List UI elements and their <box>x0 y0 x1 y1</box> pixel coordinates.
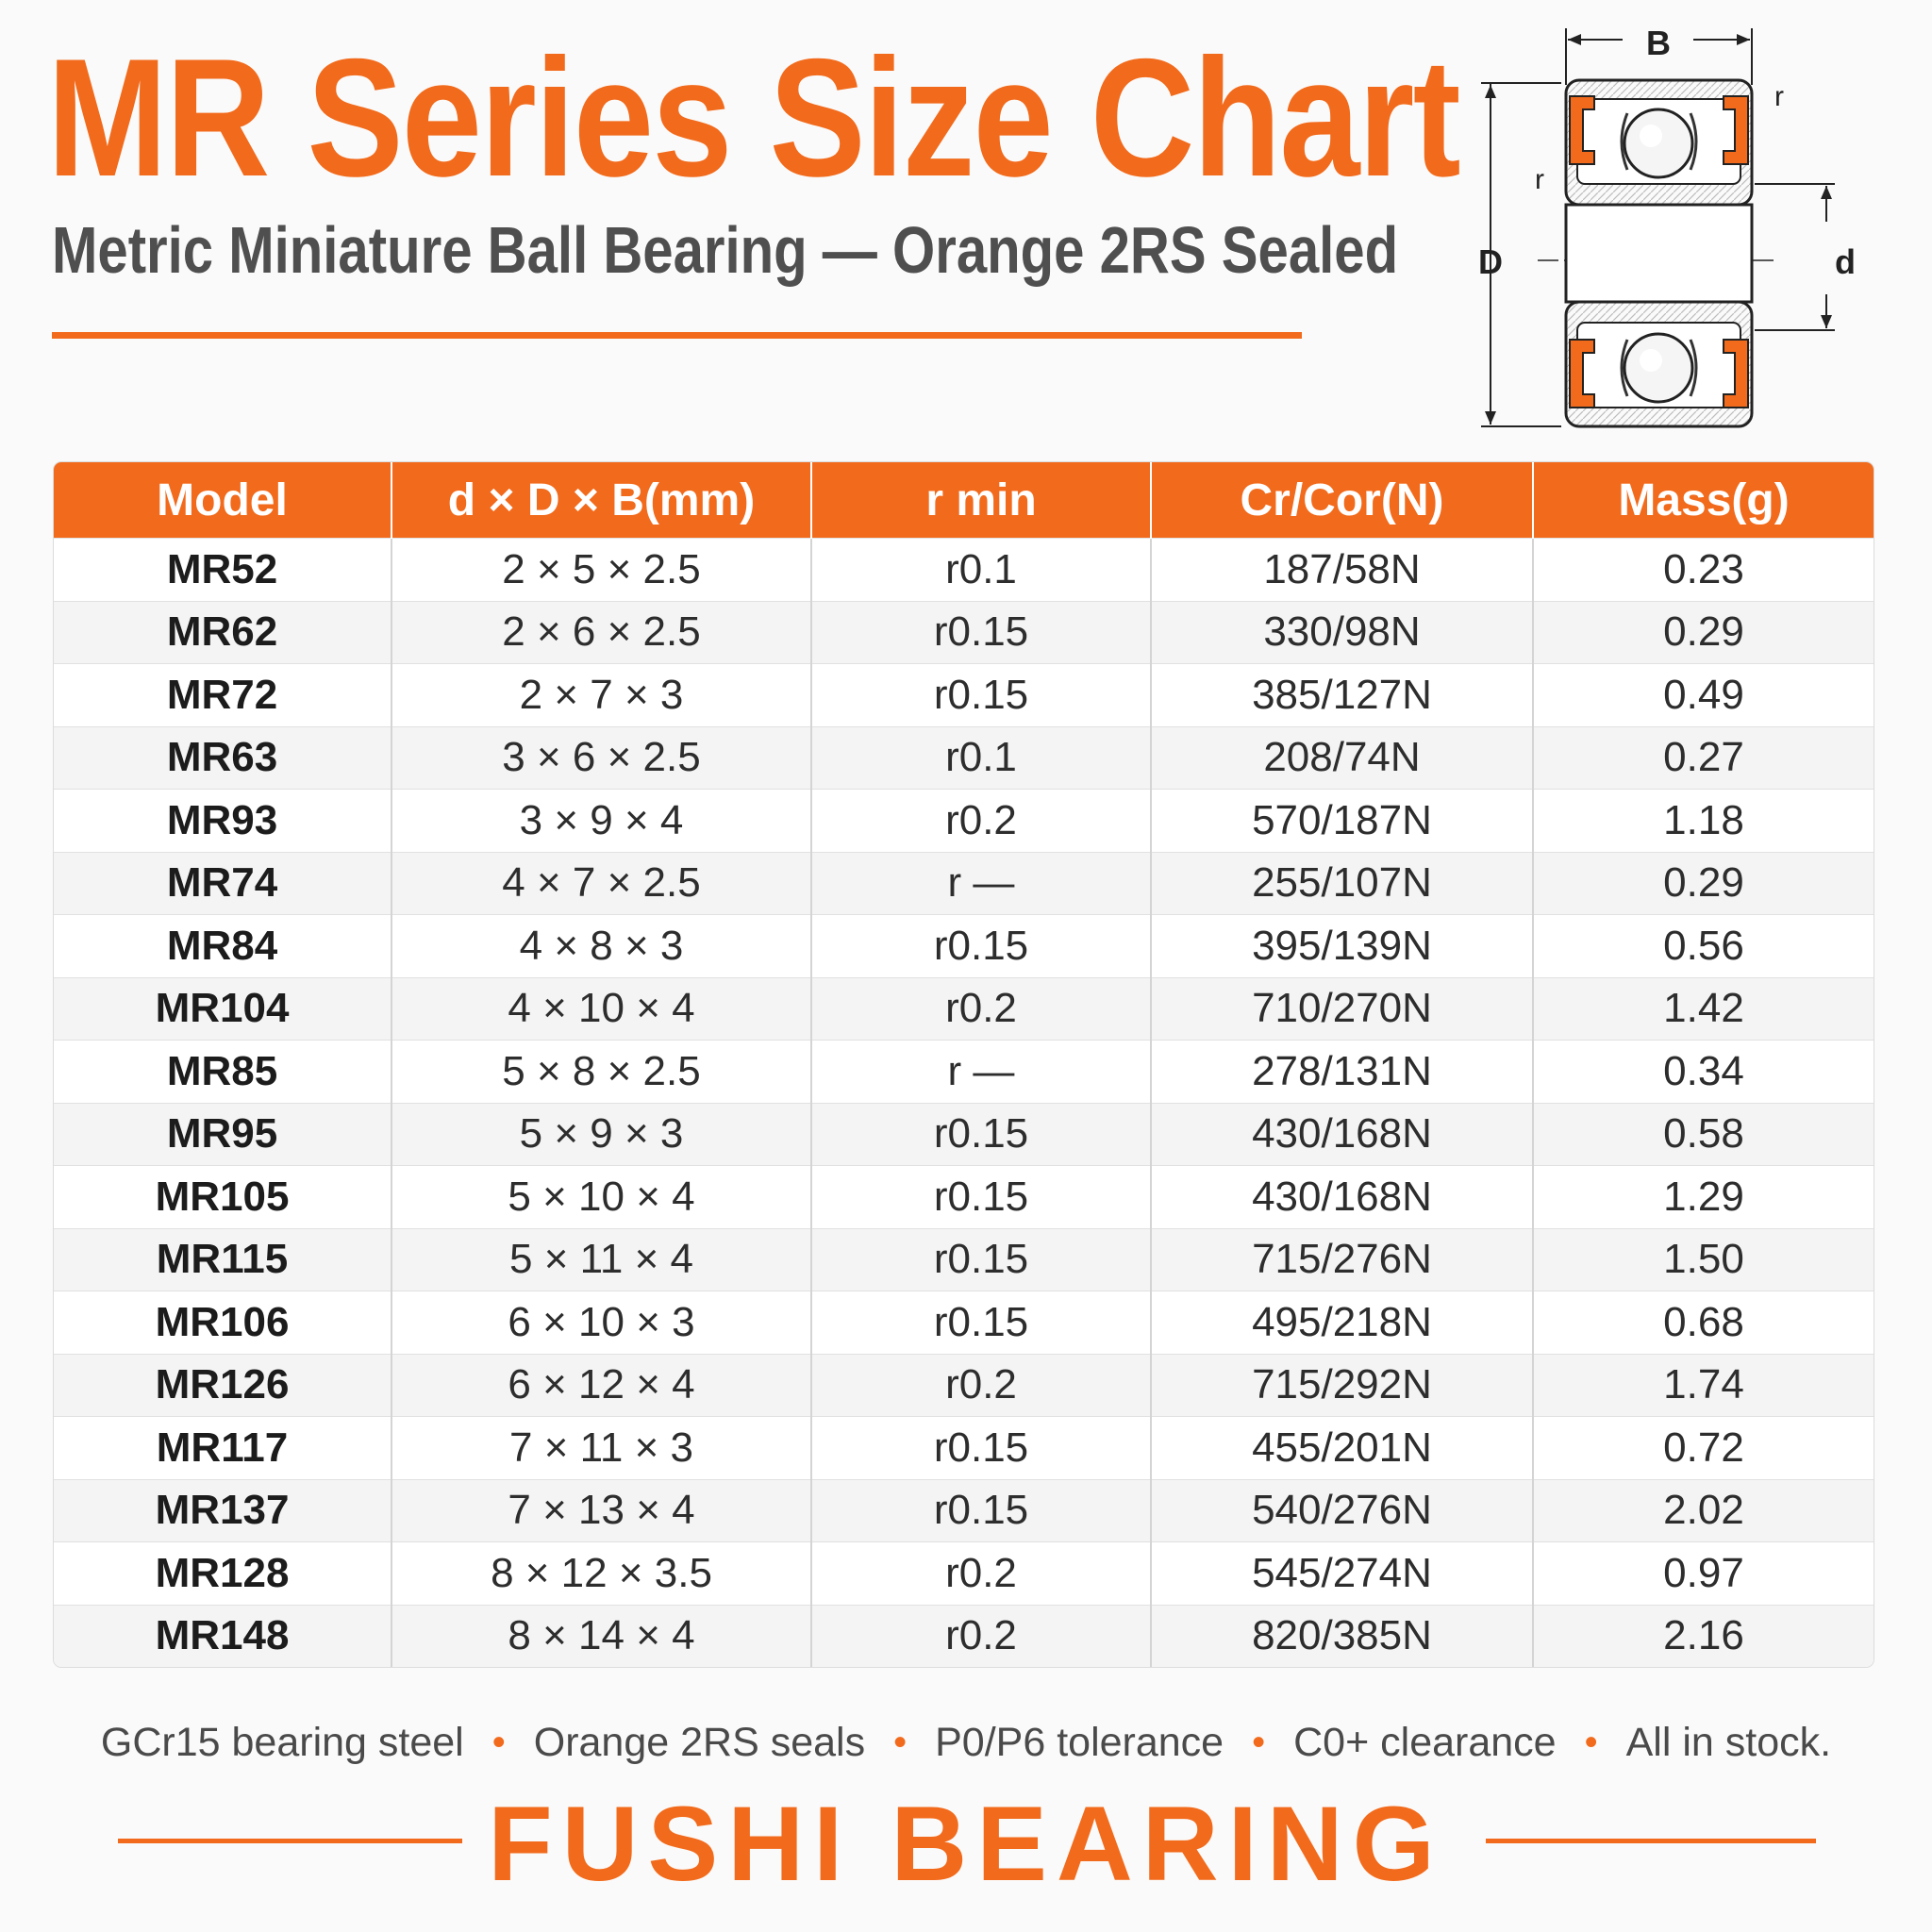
table-row <box>54 852 1874 915</box>
feature-item: P0/P6 tolerance <box>935 1719 1224 1765</box>
cell-model: MR117 <box>54 1417 391 1480</box>
table-row <box>54 539 1874 602</box>
label-r-top: r <box>1774 81 1784 112</box>
cell-mass: 0.68 <box>1533 1291 1874 1355</box>
cell-load-rating: 430/168N <box>1151 1166 1533 1229</box>
cell-r-min: r — <box>811 852 1151 915</box>
label-D: D <box>1478 242 1503 281</box>
cell-r-min: r — <box>811 1041 1151 1104</box>
cell-dimensions: 6 × 10 × 3 <box>391 1291 811 1355</box>
table-row <box>54 664 1874 727</box>
cell-r-min: r0.1 <box>811 539 1151 602</box>
cell-load-rating: 395/139N <box>1151 915 1533 978</box>
label-r-side: r <box>1535 164 1544 195</box>
cell-mass: 2.16 <box>1533 1605 1874 1667</box>
cell-dimensions: 8 × 14 × 4 <box>391 1605 811 1667</box>
cell-r-min: r0.15 <box>811 915 1151 978</box>
cell-r-min: r0.2 <box>811 790 1151 853</box>
cell-load-rating: 255/107N <box>1151 852 1533 915</box>
table-header-row <box>54 462 1874 539</box>
cell-model: MR106 <box>54 1291 391 1355</box>
cell-model: MR63 <box>54 726 391 790</box>
cell-r-min: r0.15 <box>811 1166 1151 1229</box>
cell-dimensions: 6 × 12 × 4 <box>391 1354 811 1417</box>
page-title: MR Series Size Chart <box>47 24 1459 211</box>
cell-dimensions: 7 × 13 × 4 <box>391 1479 811 1542</box>
cell-load-rating: 570/187N <box>1151 790 1533 853</box>
cell-dimensions: 3 × 6 × 2.5 <box>391 726 811 790</box>
cell-model: MR93 <box>54 790 391 853</box>
cell-dimensions: 2 × 7 × 3 <box>391 664 811 727</box>
cell-mass: 0.34 <box>1533 1041 1874 1104</box>
feature-item: Orange 2RS seals <box>533 1719 866 1765</box>
cell-mass: 1.74 <box>1533 1354 1874 1417</box>
cell-r-min: r0.15 <box>811 601 1151 664</box>
cell-load-rating: 715/292N <box>1151 1354 1533 1417</box>
feature-item: GCr15 bearing steel <box>100 1719 464 1765</box>
cell-load-rating: 545/274N <box>1151 1542 1533 1606</box>
table-row <box>54 1354 1874 1417</box>
cell-mass: 1.29 <box>1533 1166 1874 1229</box>
cell-dimensions: 8 × 12 × 3.5 <box>391 1542 811 1606</box>
cell-load-rating: 330/98N <box>1151 601 1533 664</box>
header-model: Model <box>54 462 391 539</box>
cell-model: MR95 <box>54 1103 391 1166</box>
cell-load-rating: 715/276N <box>1151 1228 1533 1291</box>
cell-mass: 0.56 <box>1533 915 1874 978</box>
table-row <box>54 1417 1874 1480</box>
bearing-bore <box>1566 205 1752 302</box>
cell-model: MR148 <box>54 1605 391 1667</box>
table-row <box>54 1542 1874 1606</box>
cell-load-rating: 385/127N <box>1151 664 1533 727</box>
cell-mass: 0.58 <box>1533 1103 1874 1166</box>
label-B: B <box>1646 24 1671 62</box>
cell-mass: 0.29 <box>1533 852 1874 915</box>
table-row <box>54 915 1874 978</box>
cell-load-rating: 820/385N <box>1151 1605 1533 1667</box>
header-load-rating: Cr/Cor(N) <box>1151 462 1533 539</box>
brand-divider-right <box>1486 1839 1816 1843</box>
cell-r-min: r0.15 <box>811 664 1151 727</box>
table-body <box>54 539 1874 1668</box>
feature-item: C0+ clearance <box>1293 1719 1557 1765</box>
cell-mass: 0.72 <box>1533 1417 1874 1480</box>
table-row <box>54 790 1874 853</box>
brand-name: FUSHI BEARING <box>488 1785 1444 1903</box>
cell-model: MR105 <box>54 1166 391 1229</box>
table-row <box>54 1291 1874 1355</box>
cell-mass: 0.27 <box>1533 726 1874 790</box>
page-subtitle: Metric Miniature Ball Bearing — Orange 2RS Sealed <box>52 213 1399 287</box>
cell-load-rating: 455/201N <box>1151 1417 1533 1480</box>
bullet-dot-icon: • <box>1584 1721 1598 1763</box>
table-row <box>54 601 1874 664</box>
cell-model: MR72 <box>54 664 391 727</box>
cell-model: MR115 <box>54 1228 391 1291</box>
cell-dimensions: 3 × 9 × 4 <box>391 790 811 853</box>
cell-model: MR52 <box>54 539 391 602</box>
cell-mass: 0.23 <box>1533 539 1874 602</box>
table-row <box>54 1605 1874 1667</box>
table-row <box>54 1479 1874 1542</box>
header-r-min: r min <box>811 462 1151 539</box>
cell-dimensions: 5 × 11 × 4 <box>391 1228 811 1291</box>
bearing-lower-half <box>1566 302 1752 426</box>
cell-load-rating: 495/218N <box>1151 1291 1533 1355</box>
bullet-dot-icon: • <box>491 1721 506 1763</box>
cell-model: MR74 <box>54 852 391 915</box>
cell-mass: 0.49 <box>1533 664 1874 727</box>
table-row <box>54 1166 1874 1229</box>
cell-r-min: r0.15 <box>811 1479 1151 1542</box>
cell-model: MR104 <box>54 977 391 1041</box>
cell-load-rating: 278/131N <box>1151 1041 1533 1104</box>
title-divider <box>52 332 1302 339</box>
cell-mass: 1.42 <box>1533 977 1874 1041</box>
cell-dimensions: 5 × 9 × 3 <box>391 1103 811 1166</box>
cell-r-min: r0.15 <box>811 1417 1151 1480</box>
cell-r-min: r0.1 <box>811 726 1151 790</box>
cell-model: MR126 <box>54 1354 391 1417</box>
table-row <box>54 1228 1874 1291</box>
cell-dimensions: 2 × 6 × 2.5 <box>391 601 811 664</box>
feature-item: All in stock. <box>1625 1719 1832 1765</box>
cell-model: MR128 <box>54 1542 391 1606</box>
cell-r-min: r0.15 <box>811 1228 1151 1291</box>
cell-load-rating: 187/58N <box>1151 539 1533 602</box>
cell-dimensions: 4 × 8 × 3 <box>391 915 811 978</box>
cell-mass: 2.02 <box>1533 1479 1874 1542</box>
cell-mass: 0.29 <box>1533 601 1874 664</box>
header-dimensions: d × D × B(mm) <box>391 462 811 539</box>
cell-r-min: r0.2 <box>811 1542 1151 1606</box>
cell-dimensions: 5 × 10 × 4 <box>391 1166 811 1229</box>
cell-dimensions: 4 × 7 × 2.5 <box>391 852 811 915</box>
cell-model: MR84 <box>54 915 391 978</box>
cell-r-min: r0.2 <box>811 1605 1151 1667</box>
table-row <box>54 726 1874 790</box>
cell-mass: 0.97 <box>1533 1542 1874 1606</box>
header-mass: Mass(g) <box>1533 462 1874 539</box>
cell-mass: 1.18 <box>1533 790 1874 853</box>
cell-model: MR85 <box>54 1041 391 1104</box>
cell-dimensions: 5 × 8 × 2.5 <box>391 1041 811 1104</box>
cell-load-rating: 430/168N <box>1151 1103 1533 1166</box>
cell-r-min: r0.2 <box>811 977 1151 1041</box>
feature-list <box>0 1709 1932 1775</box>
size-chart-table <box>54 462 1874 1667</box>
cell-load-rating: 710/270N <box>1151 977 1533 1041</box>
cell-dimensions: 2 × 5 × 2.5 <box>391 539 811 602</box>
cell-r-min: r0.15 <box>811 1291 1151 1355</box>
cell-load-rating: 540/276N <box>1151 1479 1533 1542</box>
cell-r-min: r0.2 <box>811 1354 1151 1417</box>
bearing-upper-half <box>1566 80 1752 205</box>
cell-load-rating: 208/74N <box>1151 726 1533 790</box>
bullet-dot-icon: • <box>1252 1721 1266 1763</box>
table-row <box>54 1041 1874 1104</box>
cell-model: MR62 <box>54 601 391 664</box>
label-d: d <box>1835 242 1856 281</box>
bearing-cross-section-diagram <box>1462 19 1877 443</box>
cell-dimensions: 4 × 10 × 4 <box>391 977 811 1041</box>
table-row <box>54 1103 1874 1166</box>
cell-r-min: r0.15 <box>811 1103 1151 1166</box>
cell-dimensions: 7 × 11 × 3 <box>391 1417 811 1480</box>
table-row <box>54 977 1874 1041</box>
cell-model: MR137 <box>54 1479 391 1542</box>
bullet-dot-icon: • <box>893 1721 908 1763</box>
cell-mass: 1.50 <box>1533 1228 1874 1291</box>
